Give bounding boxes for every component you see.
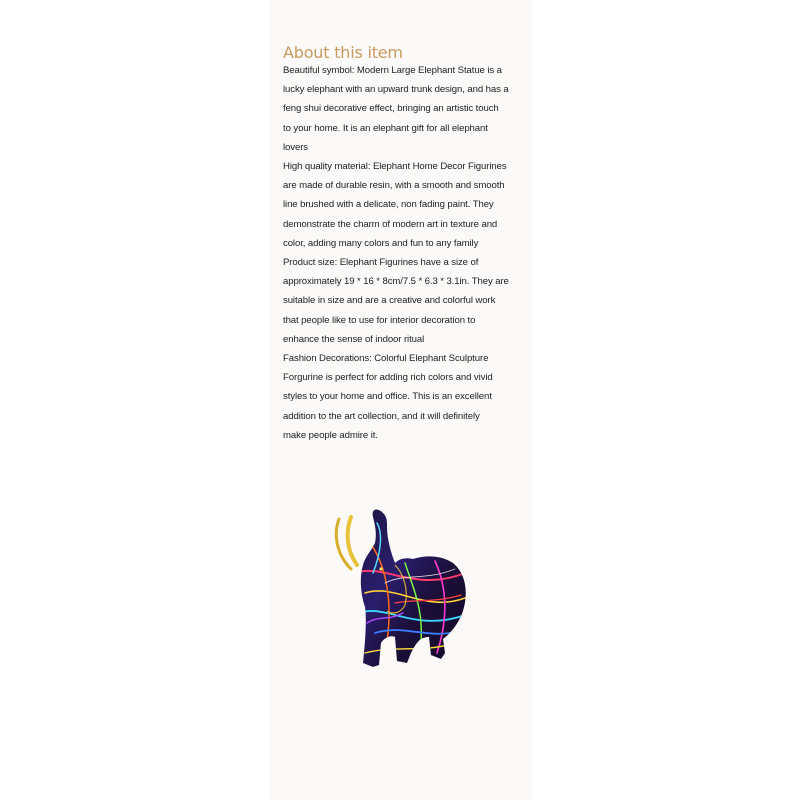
- description-line: Beautiful symbol: Modern Large Elephant Statue is a: [283, 65, 502, 76]
- description-line: lovers: [283, 141, 308, 153]
- elephant-figurine-image: [325, 503, 480, 675]
- description-line: color, adding many colors and fun to any family: [283, 237, 479, 249]
- item-description: [283, 61, 527, 445]
- description-line: demonstrate the charm of modern art in texture and: [283, 218, 498, 230]
- description-line: suitable in size and are a creative and colorful work: [283, 295, 496, 307]
- description-line: addition to the art collection, and it will definitely: [283, 410, 480, 422]
- description-line: Fashion Decorations: Colorful Elephant Sculpture: [283, 353, 489, 365]
- elephant-eye: [379, 567, 382, 570]
- description-line: lucky elephant with an upward trunk design, and has a: [283, 84, 509, 96]
- description-line: make people admire it.: [283, 429, 378, 441]
- description-line: High quality material: Elephant Home Decor Figurines: [283, 161, 507, 173]
- description-line: feng shui decorative effect, bringing an artistic touch: [283, 103, 499, 115]
- description-line: Forgurine is perfect for adding rich colors and vivid: [283, 372, 493, 384]
- description-line: line brushed with a delicate, non fading paint. They: [283, 199, 494, 211]
- description-line: are made of durable resin, with a smooth and smooth: [283, 180, 505, 192]
- description-line: that people like to use for interior decoration to: [283, 314, 476, 326]
- tusk-left: [348, 517, 357, 565]
- description-line: Product size: Elephant Figurines have a size of: [283, 257, 479, 269]
- about-heading: About this item: [283, 43, 403, 62]
- description-line: approximately 19 * 16 * 8cm/7.5 * 6.3 * 3.1in. They are: [283, 276, 509, 288]
- description-line: to your home. It is an elephant gift for all elephant: [283, 122, 488, 134]
- description-line: enhance the sense of indoor ritual: [283, 333, 425, 345]
- description-line: styles to your home and office. This is an excellent: [283, 391, 492, 403]
